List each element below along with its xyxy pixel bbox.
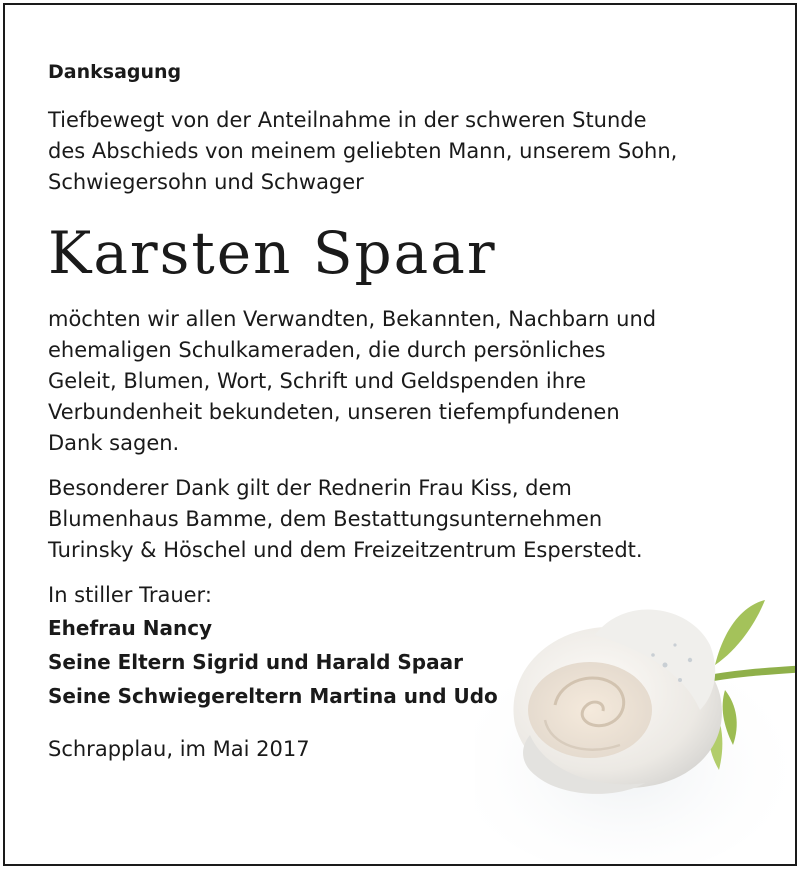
intro-line: Schwiegersohn und Schwager <box>48 170 364 194</box>
thanks-line: Geleit, Blumen, Wort, Schrift und Geldspenden ihre <box>48 369 587 393</box>
obituary-notice <box>3 3 797 866</box>
thanks-line: möchten wir allen Verwandten, Bekannten, Nachbarn und <box>48 307 657 331</box>
special-thanks-line: Turinsky & Höschel und dem Freizeitzentrum Esperstedt. <box>48 538 643 562</box>
place-date: Schrapplau, im Mai 2017 <box>48 737 310 761</box>
intro-line: des Abschieds von meinem geliebten Mann, unserem Sohn, <box>48 139 678 163</box>
thanks-line: ehemaligen Schulkameraden, die durch persönliches <box>48 338 606 362</box>
mourners-list <box>48 611 768 713</box>
mourning-label: In stiller Trauer: <box>48 583 212 607</box>
thanks-line: Dank sagen. <box>48 431 180 455</box>
notice-body <box>48 59 768 765</box>
intro-paragraph <box>48 105 768 198</box>
mourner-entry: Ehefrau Nancy <box>48 616 213 640</box>
intro-line: Tiefbewegt von der Anteilnahme in der schweren Stunde <box>48 108 647 132</box>
mourner-entry: Seine Schwiegereltern Martina und Udo <box>48 684 498 708</box>
thanks-line: Verbundenheit bekundeten, unseren tiefempfundenen <box>48 400 620 424</box>
special-thanks-paragraph <box>48 473 768 566</box>
special-thanks-line: Blumenhaus Bamme, dem Bestattungsunternehmen <box>48 507 603 531</box>
mourner-entry: Seine Eltern Sigrid und Harald Spaar <box>48 650 463 674</box>
notice-heading: Danksagung <box>48 61 182 83</box>
special-thanks-line: Besonderer Dank gilt der Rednerin Frau Kiss, dem <box>48 476 572 500</box>
deceased-name: Karsten Spaar <box>48 219 497 287</box>
thanks-paragraph <box>48 304 768 459</box>
